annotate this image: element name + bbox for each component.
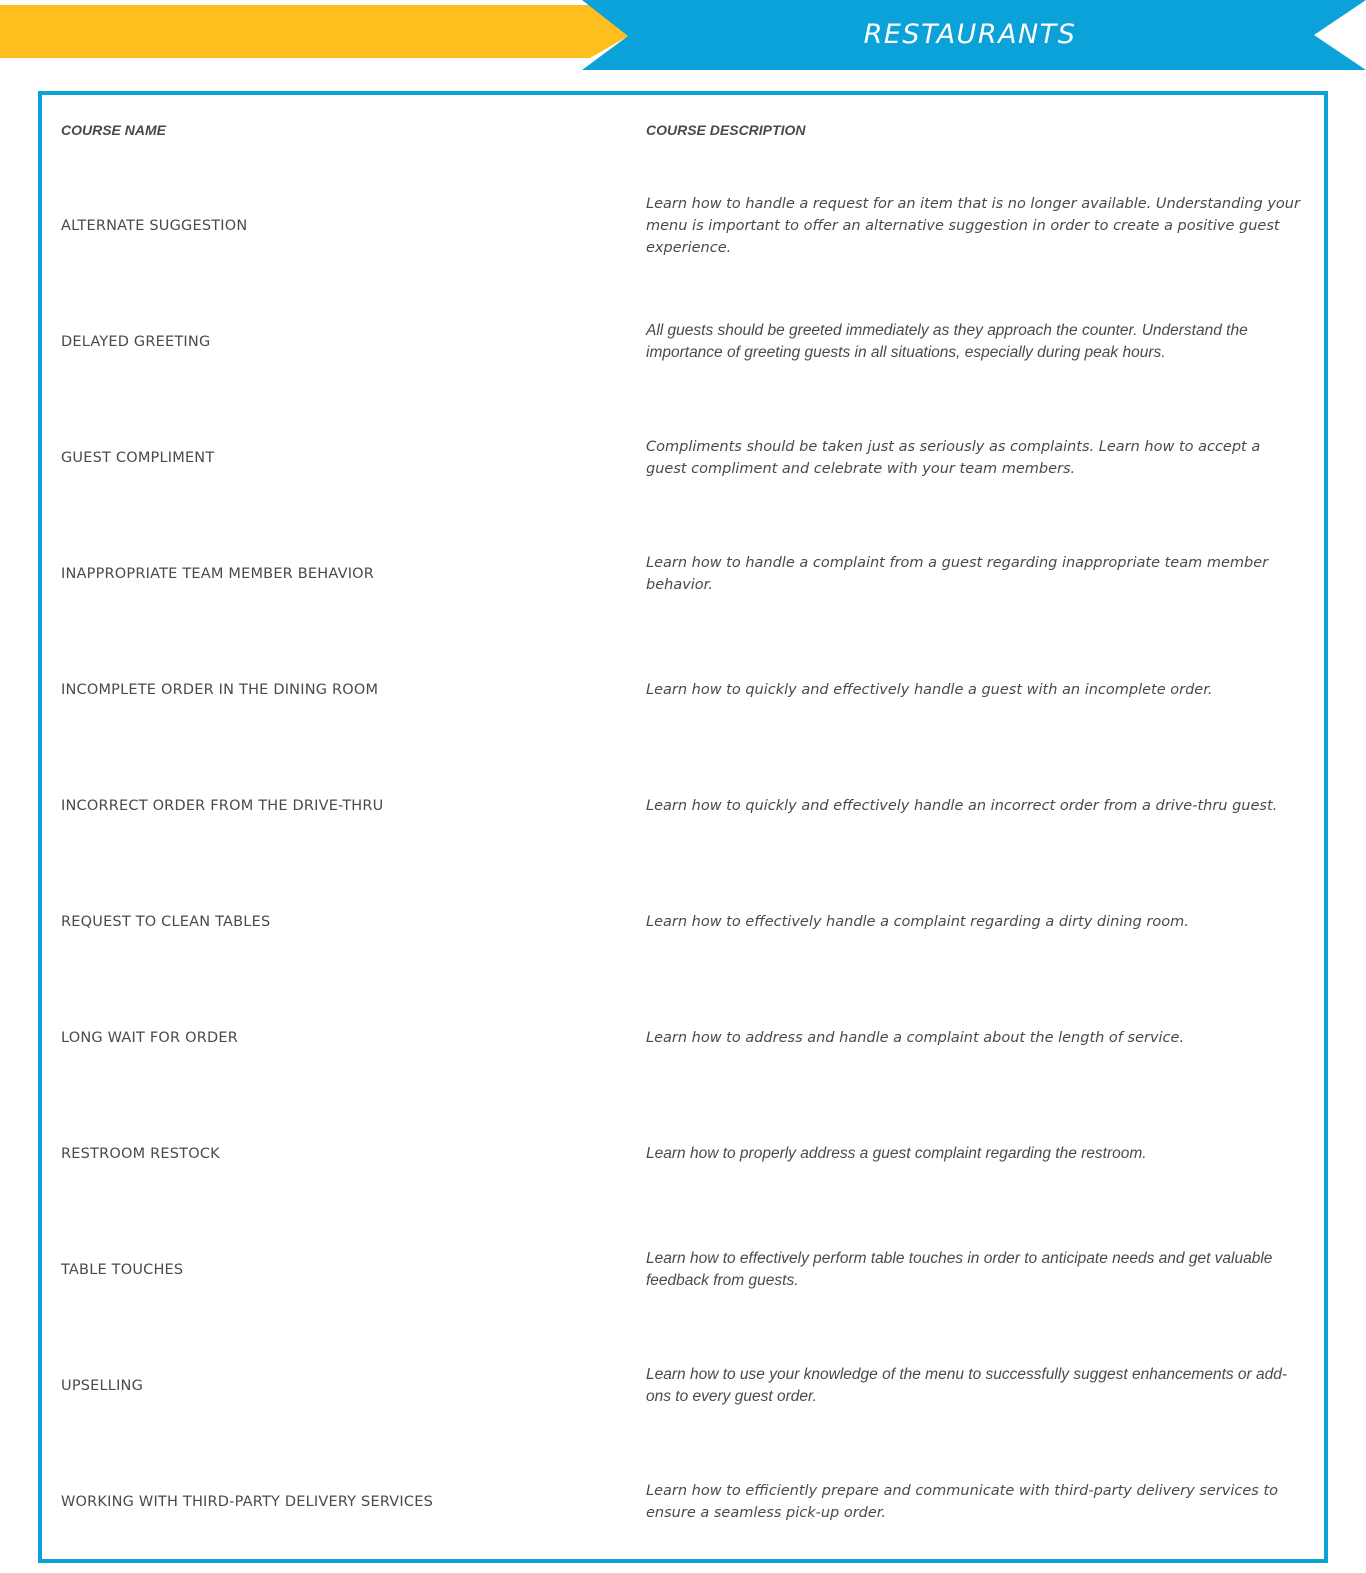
banner-yellow-arrow: [0, 5, 630, 58]
course-description: Learn how to properly address a guest complaint regarding the restroom.: [646, 1145, 1147, 1162]
course-description: Learn how to handle a complaint from a guest regarding inappropriate team member behavior.: [646, 555, 1269, 593]
course-name: TABLE TOUCHES: [61, 1262, 184, 1278]
course-name: LONG WAIT FOR ORDER: [61, 1030, 238, 1046]
course-name: INCOMPLETE ORDER IN THE DINING ROOM: [61, 682, 379, 698]
course-name: DELAYED GREETING: [61, 334, 211, 350]
course-name: INCORRECT ORDER FROM THE DRIVE-THRU: [61, 798, 384, 814]
banner-ribbon: [0, 0, 1366, 72]
table-row: [42, 980, 1324, 1096]
table-row: [42, 864, 1324, 980]
table-row: [42, 516, 1324, 632]
course-description: Learn how to quickly and effectively handle an incorrect order from a drive-thru guest.: [646, 798, 1278, 814]
course-name: UPSELLING: [61, 1378, 144, 1394]
course-description: All guests should be greeted immediately as they approach the counter. Understand the importance of greeting guests in all situations, especially during peak hours.: [646, 322, 1248, 361]
course-name: RESTROOM RESTOCK: [61, 1146, 220, 1162]
table-header: [42, 122, 1324, 142]
table-row: [42, 632, 1324, 748]
table-row: [42, 1212, 1324, 1328]
column-header-course-name: COURSE NAME: [61, 122, 167, 138]
course-name: GUEST COMPLIMENT: [61, 450, 215, 466]
course-name: REQUEST TO CLEAN TABLES: [61, 914, 271, 930]
course-name: WORKING WITH THIRD-PARTY DELIVERY SERVICES: [61, 1494, 433, 1510]
table-row: [42, 168, 1324, 284]
banner-title: RESTAURANTS: [863, 19, 1077, 50]
header-banner: [0, 0, 1366, 72]
course-description: Learn how to quickly and effectively handle a guest with an incomplete order.: [646, 682, 1213, 698]
course-table: [38, 91, 1328, 1563]
course-description: Learn how to effectively perform table touches in order to anticipate needs and get valuable feedback from guests.: [646, 1250, 1273, 1289]
course-description: Learn how to use your knowledge of the menu to successfully suggest enhancements or add-ons to every guest order.: [646, 1366, 1288, 1405]
course-description: Learn how to handle a request for an item that is no longer available. Understanding your menu is important to offer an alternative suggestion in order to create a positive guest experience.: [646, 196, 1300, 256]
table-row: [42, 1444, 1324, 1560]
table-row: [42, 1096, 1324, 1212]
course-name: INAPPROPRIATE TEAM MEMBER BEHAVIOR: [61, 566, 375, 582]
course-rows: [42, 168, 1324, 1560]
course-name: ALTERNATE SUGGESTION: [61, 218, 248, 234]
table-row: [42, 400, 1324, 516]
course-description: Learn how to address and handle a complaint about the length of service.: [646, 1030, 1185, 1046]
course-description: Compliments should be taken just as seriously as complaints. Learn how to accept a guest compliment and celebrate with your team members.: [646, 439, 1261, 477]
course-description: Learn how to efficiently prepare and communicate with third-party delivery services to ensure a seamless pick-up order.: [646, 1483, 1278, 1521]
table-row: [42, 284, 1324, 400]
course-description: Learn how to effectively handle a complaint regarding a dirty dining room.: [646, 914, 1189, 930]
table-row: [42, 748, 1324, 864]
table-row: [42, 1328, 1324, 1444]
column-header-course-description: COURSE DESCRIPTION: [646, 122, 806, 138]
